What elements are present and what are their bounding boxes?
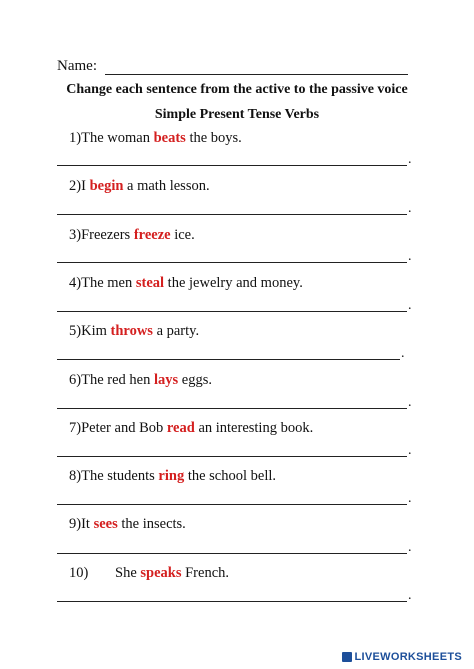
question-text-after: a math lesson. xyxy=(123,178,210,194)
question-text-before: I xyxy=(81,178,90,194)
answer-line-5[interactable] xyxy=(57,359,400,360)
question-text-after: an interesting book. xyxy=(194,420,314,436)
liveworksheets-icon xyxy=(342,652,352,662)
question-number: 5) xyxy=(69,323,82,339)
question-number: 10) xyxy=(69,565,89,581)
question-text-before: The men xyxy=(81,275,136,291)
question-number: 7) xyxy=(69,420,82,436)
question-verb: read xyxy=(166,420,195,436)
question-text-after: a party. xyxy=(152,323,200,339)
answer-line-4[interactable] xyxy=(57,311,407,312)
question-5 xyxy=(69,323,199,340)
answer-line-10[interactable] xyxy=(57,601,407,602)
question-4 xyxy=(69,275,303,292)
answer-end-mark: . xyxy=(408,395,412,410)
question-number: 2) xyxy=(69,178,82,194)
question-verb: ring xyxy=(158,468,185,484)
question-verb: throws xyxy=(110,323,153,339)
question-number: 1) xyxy=(69,130,82,146)
question-8 xyxy=(69,468,276,485)
answer-end-mark: . xyxy=(408,491,412,506)
question-number: 4) xyxy=(69,275,82,291)
question-text-after: the jewelry and money. xyxy=(164,275,303,291)
question-6 xyxy=(69,372,212,389)
question-text-before: The red hen xyxy=(81,372,154,388)
question-9 xyxy=(69,516,186,533)
answer-line-8[interactable] xyxy=(57,504,407,505)
question-text-after: eggs. xyxy=(178,372,212,388)
answer-end-mark: . xyxy=(408,152,412,167)
answer-end-mark: . xyxy=(408,443,412,458)
question-text-before: The students xyxy=(81,468,159,484)
question-text-after: the school bell. xyxy=(184,468,277,484)
answer-end-mark: . xyxy=(408,249,412,264)
subtitle-heading: Simple Present Tense Verbs xyxy=(154,107,320,122)
name-label: Name: xyxy=(57,58,97,74)
answer-line-3[interactable] xyxy=(57,262,407,263)
question-1 xyxy=(69,130,242,147)
liveworksheets-logo xyxy=(342,651,463,663)
question-verb: sees xyxy=(93,516,118,532)
question-text-before: She xyxy=(115,565,141,581)
question-7 xyxy=(69,420,313,437)
question-text-before: Freezers xyxy=(81,227,134,243)
answer-end-mark: . xyxy=(408,298,412,313)
question-text-after: the boys. xyxy=(185,130,242,146)
question-3 xyxy=(69,227,195,244)
question-text-after: the insects. xyxy=(117,516,186,532)
question-verb: speaks xyxy=(140,565,182,581)
name-field-line[interactable] xyxy=(105,74,408,75)
question-verb: beats xyxy=(153,130,186,146)
answer-line-7[interactable] xyxy=(57,456,407,457)
question-verb: steal xyxy=(135,275,165,291)
answer-end-mark: . xyxy=(408,588,412,603)
question-text-before: Kim xyxy=(81,323,111,339)
question-number: 9) xyxy=(69,516,82,532)
question-verb: begin xyxy=(89,178,124,194)
footer-brand-text: LIVEWORKSHEETS xyxy=(354,651,462,663)
answer-line-2[interactable] xyxy=(57,214,407,215)
question-text-before: It xyxy=(81,516,94,532)
answer-end-mark: . xyxy=(408,201,412,216)
question-2 xyxy=(69,178,210,195)
question-text-after: ice. xyxy=(170,227,195,243)
answer-end-mark: . xyxy=(408,540,412,555)
question-verb: lays xyxy=(153,372,179,388)
question-text-before: Peter and Bob xyxy=(81,420,167,436)
answer-line-9[interactable] xyxy=(57,553,407,554)
question-number: 3) xyxy=(69,227,82,243)
question-text-after: French. xyxy=(181,565,229,581)
answer-end-mark: . xyxy=(401,346,405,361)
question-number: 6) xyxy=(69,372,82,388)
answer-line-6[interactable] xyxy=(57,408,407,409)
instruction-heading: Change each sentence from the active to the passive voice xyxy=(66,82,408,97)
question-verb: freeze xyxy=(133,227,171,243)
answer-line-1[interactable] xyxy=(57,165,407,166)
question-10 xyxy=(69,565,229,582)
question-text-before: The woman xyxy=(81,130,154,146)
question-number: 8) xyxy=(69,468,82,484)
